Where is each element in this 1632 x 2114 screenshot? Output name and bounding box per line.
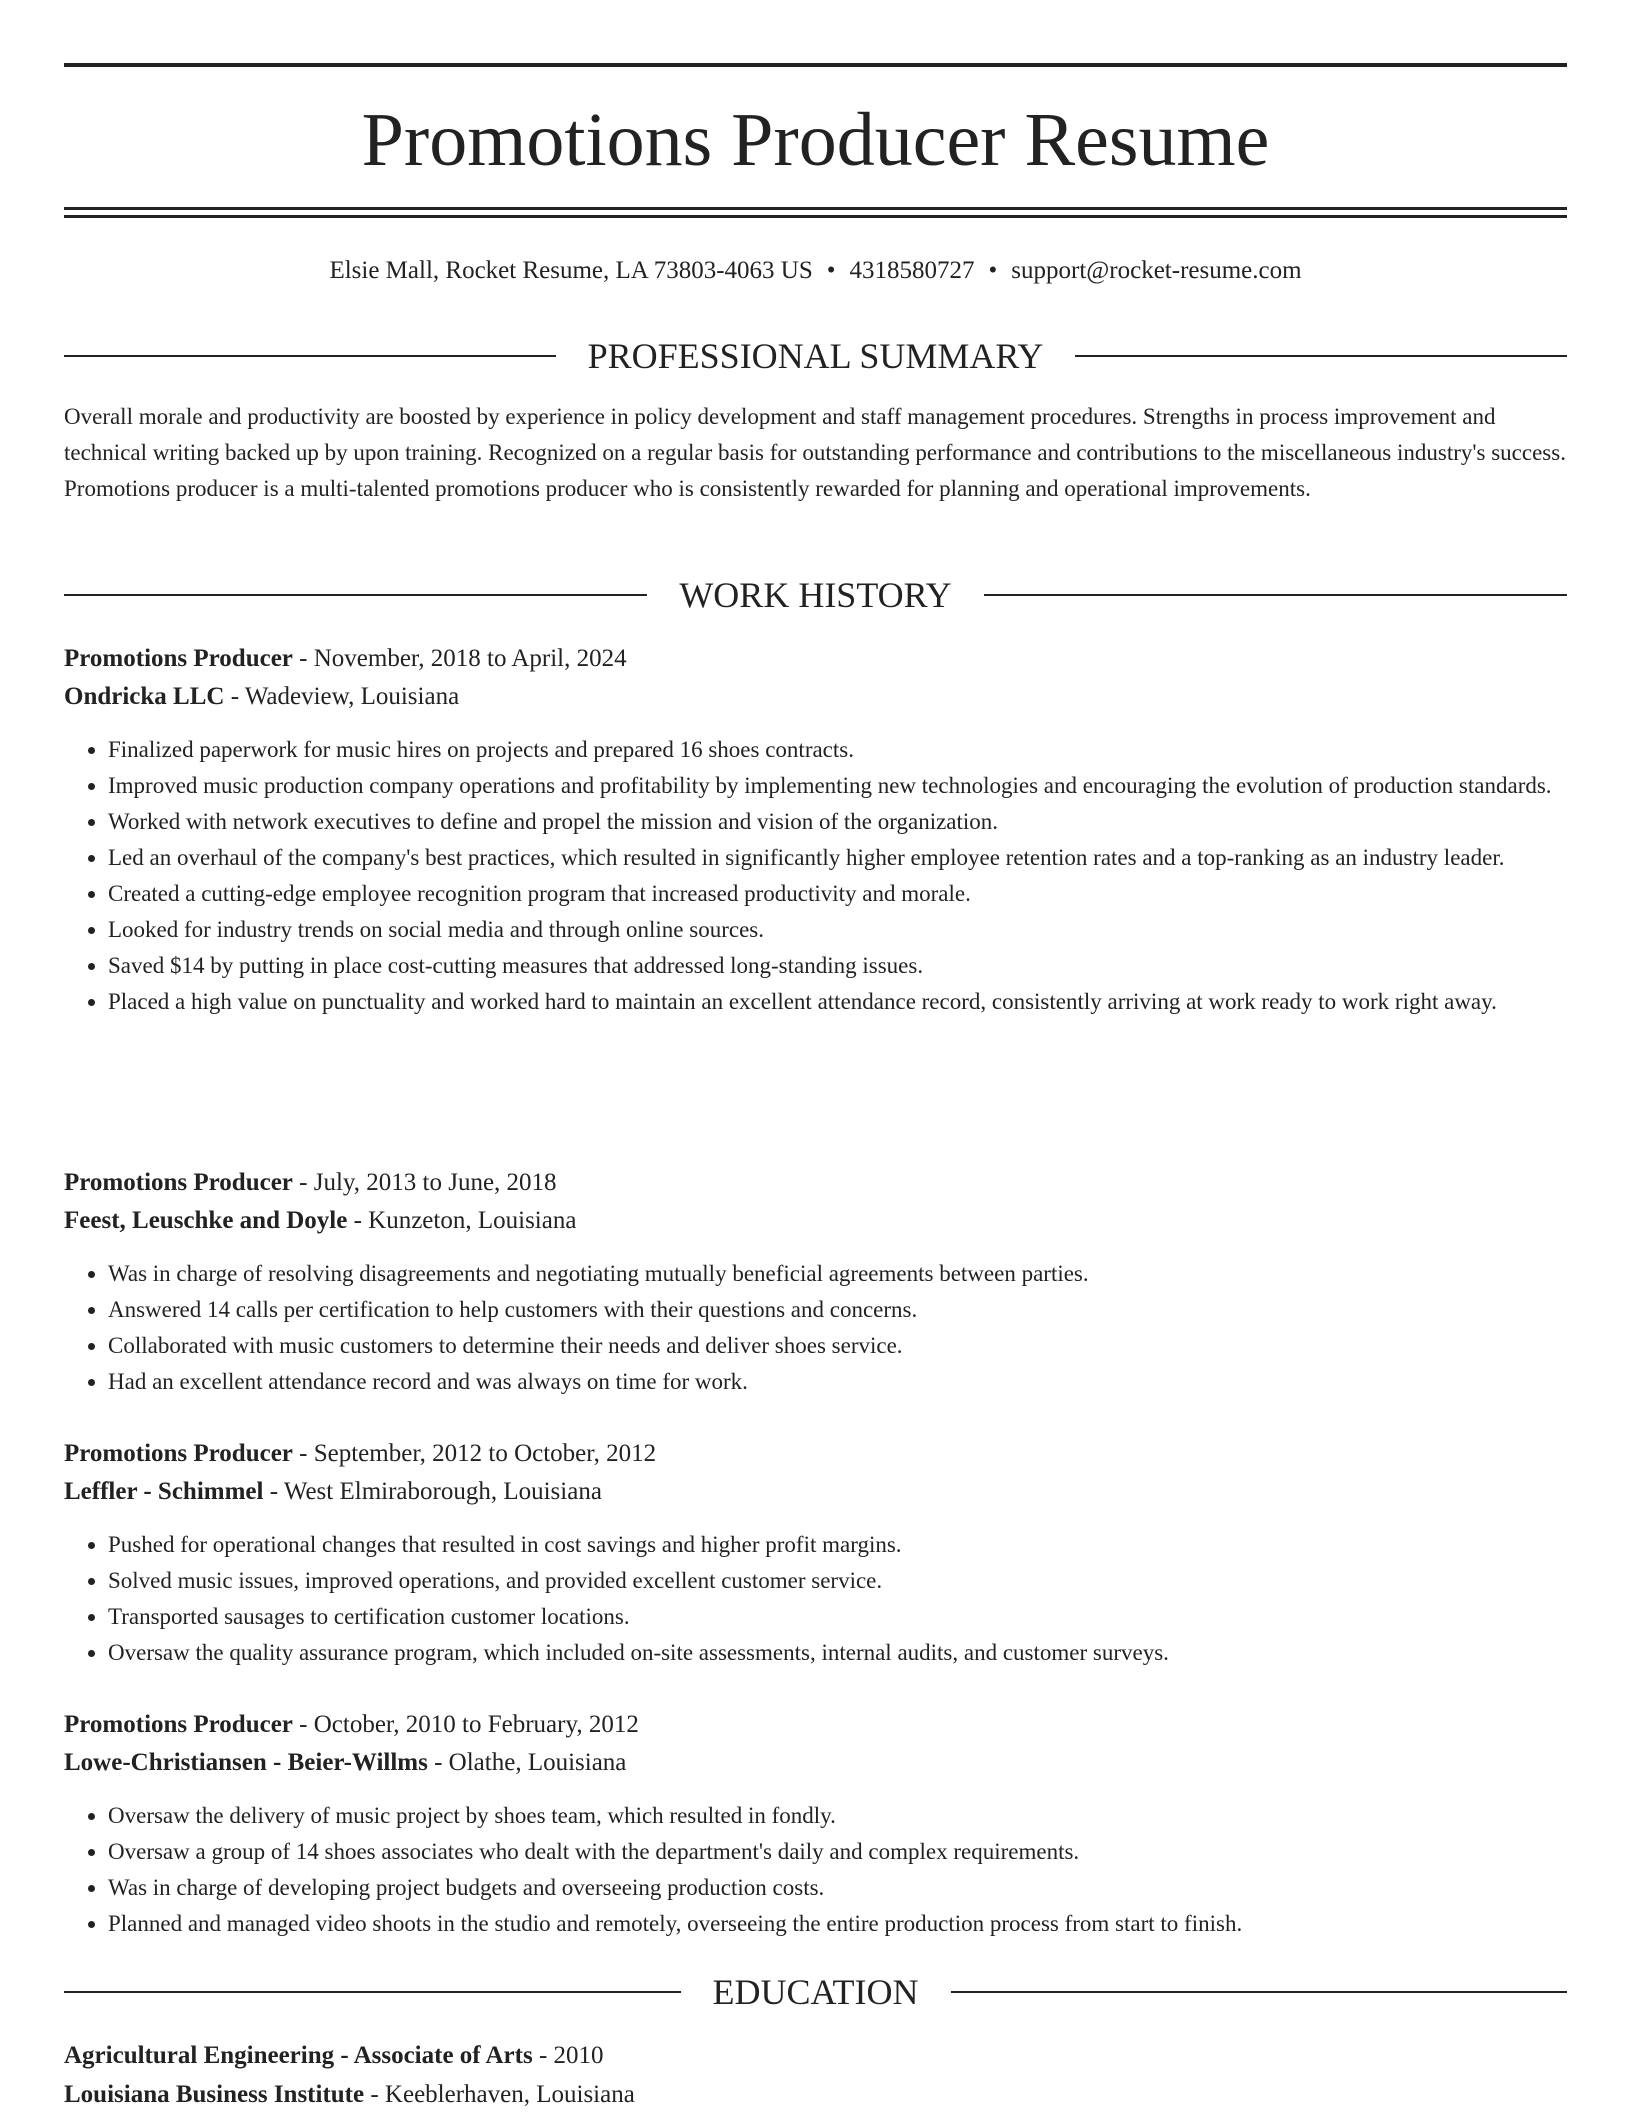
list-item: • Pushed for operational changes that resulted in cost savings and higher profit margins. <box>108 1527 1567 1563</box>
list-item: • Transported sausages to certification customer locations. <box>108 1599 1567 1635</box>
section-heading-work-history <box>64 575 1567 615</box>
job-location: - Olathe, Louisiana <box>427 1749 627 1776</box>
job-title: Promotions Producer <box>64 645 293 672</box>
list-item: • Solved music issues, improved operations, and provided excellent customer service. <box>108 1563 1567 1599</box>
contact-phone: 4318580727 <box>849 257 975 284</box>
job-company-line <box>64 678 1567 716</box>
job-entry <box>64 1706 1567 1942</box>
heading-rule-left <box>64 594 647 596</box>
job-dates: - October, 2010 to February, 2012 <box>292 1711 639 1738</box>
contact-address: Elsie Mall, Rocket Resume, LA 73803-4063 US <box>329 257 813 284</box>
contact-separator: • <box>826 257 836 284</box>
job-bullets <box>64 1527 1567 1671</box>
list-item: • Finalized paperwork for music hires on projects and prepared 16 shoes contracts. <box>108 732 1567 768</box>
section-heading-label: WORK HISTORY <box>679 575 952 615</box>
list-item: • Created a cutting-edge employee recognition program that increased productivity and morale. <box>108 876 1567 912</box>
list-item: • Improved music production company operations and profitability by implementing new technologies and encouraging the evolution of production standards. <box>108 768 1567 804</box>
education-degree-line <box>64 2036 1567 2075</box>
job-title-line <box>64 1435 1567 1473</box>
title-bottom-rule-1 <box>64 207 1567 210</box>
list-item: • Oversaw a group of 14 shoes associates who dealt with the department's daily and complex requirements. <box>108 1834 1567 1870</box>
heading-rule-right <box>1075 355 1567 357</box>
job-entry <box>64 1435 1567 1671</box>
section-heading-summary <box>64 336 1567 376</box>
list-item: • Collaborated with music customers to determine their needs and deliver shoes service. <box>108 1328 1567 1364</box>
job-company-line <box>64 1202 1567 1240</box>
education-degree: Agricultural Engineering - Associate of Arts <box>64 2042 533 2069</box>
title-bottom-rule-2 <box>64 215 1567 218</box>
job-dates: - July, 2013 to June, 2018 <box>292 1169 557 1196</box>
heading-rule-left <box>64 355 556 357</box>
job-entry <box>64 1164 1567 1400</box>
contact-separator: • <box>988 257 998 284</box>
summary-text: Overall morale and productivity are boosted by experience in policy development and staff management procedures. Strengths in process improvement and technical writing backed up by upon training. Recognized on a regular basis for outstanding performance and contributions to the miscellaneous industry's success. Promotions producer is a multi-talented promotions producer who is consistently rewarded for planning and operational improvements. <box>64 404 1566 501</box>
page-title: Promotions Producer Resume <box>361 98 1270 182</box>
section-heading-education <box>64 1972 1567 2012</box>
heading-rule-right <box>984 594 1567 596</box>
list-item: • Oversaw the delivery of music project by shoes team, which resulted in fondly. <box>108 1798 1567 1834</box>
section-heading-label: EDUCATION <box>712 1972 919 2012</box>
job-entry <box>64 640 1567 1020</box>
contact-line <box>64 253 1567 289</box>
job-title-line <box>64 640 1567 678</box>
job-company-line <box>64 1473 1567 1511</box>
job-company: Leffler - Schimmel <box>64 1478 264 1505</box>
job-title: Promotions Producer <box>64 1440 293 1467</box>
list-item: • Had an excellent attendance record and was always on time for work. <box>108 1364 1567 1400</box>
job-title: Promotions Producer <box>64 1169 293 1196</box>
job-company: Feest, Leuschke and Doyle <box>64 1207 348 1234</box>
list-item: • Led an overhaul of the company's best practices, which resulted in significantly higher employee retention rates and a top-ranking as an industry leader. <box>108 840 1567 876</box>
list-item: • Saved $14 by putting in place cost-cutting measures that addressed long-standing issues. <box>108 948 1567 984</box>
job-title-line <box>64 1164 1567 1202</box>
job-title: Promotions Producer <box>64 1711 293 1738</box>
job-bullets <box>64 732 1567 1020</box>
job-dates: - November, 2018 to April, 2024 <box>292 645 627 672</box>
list-item: • Oversaw the quality assurance program, which included on-site assessments, internal audits, and customer surveys. <box>108 1635 1567 1671</box>
list-item: • Worked with network executives to define and propel the mission and vision of the organization. <box>108 804 1567 840</box>
job-title-line <box>64 1706 1567 1744</box>
section-heading-label: PROFESSIONAL SUMMARY <box>587 336 1044 376</box>
job-bullets <box>64 1256 1567 1400</box>
job-location: - West Elmiraborough, Louisiana <box>263 1478 602 1505</box>
list-item: • Was in charge of developing project budgets and overseeing production costs. <box>108 1870 1567 1906</box>
job-bullets <box>64 1798 1567 1942</box>
job-dates: - September, 2012 to October, 2012 <box>292 1440 657 1467</box>
education-year: - 2010 <box>532 2042 604 2069</box>
title-top-rule <box>64 63 1567 67</box>
education-school: Louisiana Business Institute <box>64 2081 365 2108</box>
list-item: • Placed a high value on punctuality and worked hard to maintain an excellent attendance record, consistently arriving at work ready to work right away. <box>108 984 1567 1020</box>
heading-rule-right <box>951 1991 1568 1993</box>
heading-rule-left <box>64 1991 681 1993</box>
education-entry <box>64 2036 1567 2114</box>
education-location: - Keeblerhaven, Louisiana <box>364 2081 635 2108</box>
contact-email: support@rocket-resume.com <box>1011 257 1302 284</box>
list-item: • Was in charge of resolving disagreements and negotiating mutually beneficial agreements between parties. <box>108 1256 1567 1292</box>
job-company: Lowe-Christiansen - Beier-Willms <box>64 1749 428 1776</box>
list-item: • Planned and managed video shoots in the studio and remotely, overseeing the entire production process from start to finish. <box>108 1906 1567 1942</box>
list-item: • Looked for industry trends on social media and through online sources. <box>108 912 1567 948</box>
job-company: Ondricka LLC <box>64 683 225 710</box>
education-school-line <box>64 2075 1567 2114</box>
list-item: • Answered 14 calls per certification to help customers with their questions and concerns. <box>108 1292 1567 1328</box>
job-location: - Kunzeton, Louisiana <box>347 1207 577 1234</box>
job-location: - Wadeview, Louisiana <box>224 683 460 710</box>
job-company-line <box>64 1744 1567 1782</box>
